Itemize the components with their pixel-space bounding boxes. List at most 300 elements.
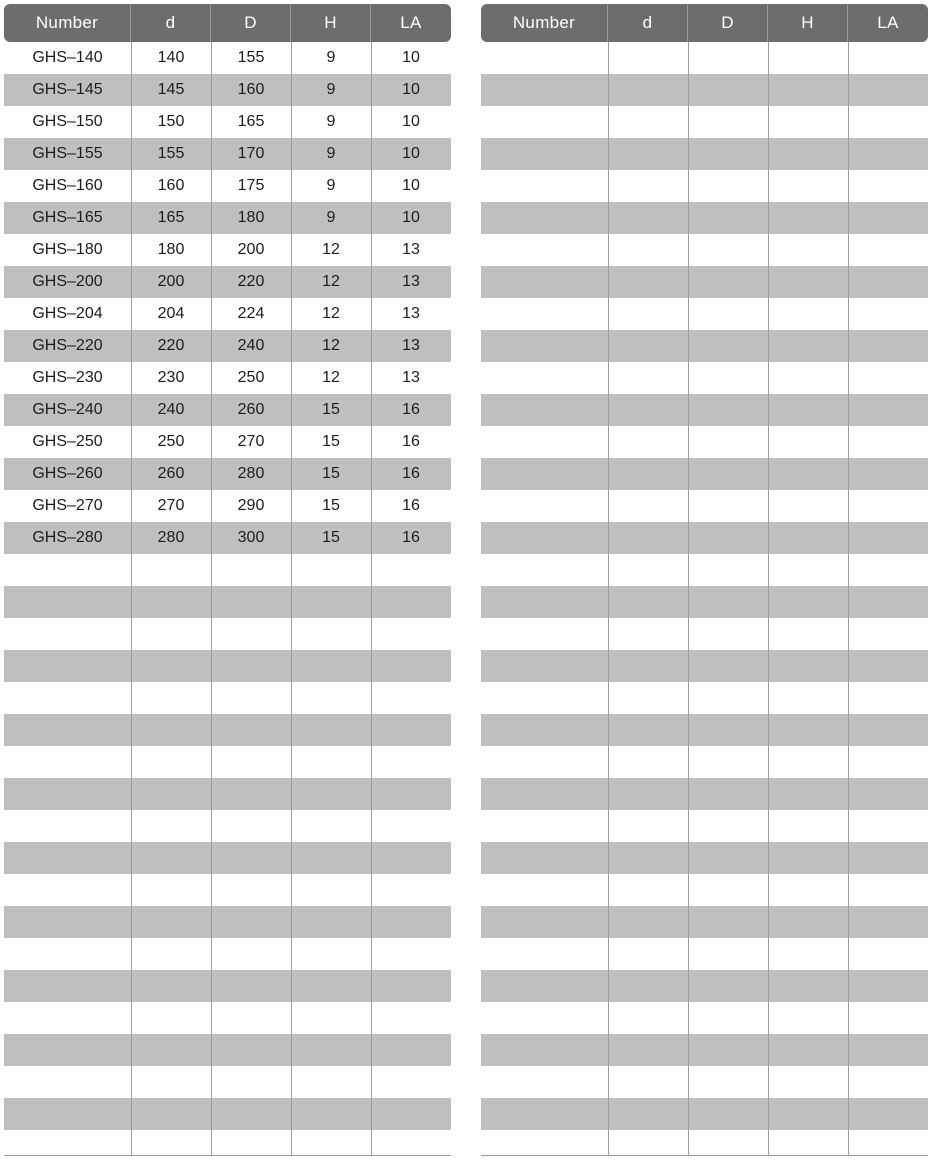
table-cell — [608, 874, 688, 906]
table-cell: 150 — [157, 113, 185, 130]
table-cell — [768, 746, 848, 778]
table-cell — [848, 746, 928, 778]
table-cell — [608, 618, 688, 650]
table-cell — [848, 522, 928, 554]
table-cell — [291, 906, 371, 938]
table-cell: 15 — [322, 433, 340, 450]
table-cell — [371, 1066, 451, 1098]
table-cell — [688, 554, 768, 586]
table-cell — [4, 586, 131, 618]
table-cell — [131, 1002, 211, 1034]
table-row — [4, 74, 451, 106]
table-cell — [848, 554, 928, 586]
table-cell — [768, 1034, 848, 1066]
table-cell — [4, 810, 131, 842]
table-cell: 155 — [157, 145, 185, 162]
table-cell: 10 — [402, 81, 420, 98]
table-cell — [608, 1098, 688, 1130]
empty-table-row — [481, 106, 928, 138]
table-cell — [688, 1098, 768, 1130]
table-cell: 220 — [157, 337, 185, 354]
header-number: Number — [481, 4, 608, 42]
empty-table-row — [481, 842, 928, 874]
table-body — [481, 42, 928, 1156]
empty-table-row — [4, 810, 451, 842]
table-cell — [211, 650, 291, 682]
empty-table-row — [481, 1098, 928, 1130]
table-cell — [481, 586, 608, 618]
table-cell: 12 — [322, 337, 340, 354]
table-cell — [211, 682, 291, 714]
table-cell — [371, 874, 451, 906]
table-cell — [291, 554, 371, 586]
table-cell — [688, 138, 768, 170]
empty-table-row — [481, 618, 928, 650]
table-cell — [768, 138, 848, 170]
table-cell — [131, 842, 211, 874]
table-cell — [291, 586, 371, 618]
empty-table-row — [481, 74, 928, 106]
table-cell — [4, 714, 131, 746]
table-cell — [211, 938, 291, 970]
table-cell — [848, 778, 928, 810]
table-cell — [688, 650, 768, 682]
table-cell — [688, 1034, 768, 1066]
table-cell — [608, 106, 688, 138]
table-cell: 9 — [326, 113, 336, 130]
table-cell — [291, 650, 371, 682]
table-cell — [481, 714, 608, 746]
table-cell — [688, 970, 768, 1002]
table-cell — [211, 714, 291, 746]
empty-table-row — [4, 1098, 451, 1130]
table-cell: GHS–230 — [32, 369, 103, 386]
table-cell — [608, 906, 688, 938]
empty-table-row — [4, 778, 451, 810]
table-cell — [371, 1002, 451, 1034]
table-cell — [131, 682, 211, 714]
table-cell — [4, 842, 131, 874]
table-cell — [131, 970, 211, 1002]
table-cell: 270 — [237, 433, 265, 450]
table-cell — [131, 746, 211, 778]
header-number: Number — [4, 4, 131, 42]
table-cell — [291, 842, 371, 874]
table-cell — [688, 522, 768, 554]
table-cell — [688, 938, 768, 970]
table-cell — [481, 1130, 608, 1162]
table-cell — [211, 618, 291, 650]
table-cell — [768, 650, 848, 682]
table-cell — [131, 1130, 211, 1162]
table-cell — [848, 970, 928, 1002]
empty-table-row — [481, 810, 928, 842]
empty-table-row — [481, 1066, 928, 1098]
empty-table-row — [4, 1066, 451, 1098]
table-cell — [291, 618, 371, 650]
table-cell — [688, 490, 768, 522]
table-cell — [768, 938, 848, 970]
table-cell — [768, 202, 848, 234]
table-cell — [4, 778, 131, 810]
table-cell: 9 — [326, 145, 336, 162]
table-cell: 15 — [322, 497, 340, 514]
column-divider — [371, 42, 372, 1155]
column-divider — [848, 42, 849, 1155]
table-cell — [371, 1034, 451, 1066]
table-cell: 165 — [237, 113, 265, 130]
table-cell — [848, 682, 928, 714]
table-cell: 180 — [157, 241, 185, 258]
empty-table-row — [4, 618, 451, 650]
table-cell: 10 — [402, 49, 420, 66]
table-cell: GHS–280 — [32, 529, 103, 546]
table-cell — [688, 266, 768, 298]
table-cell — [211, 746, 291, 778]
table-cell — [371, 1098, 451, 1130]
table-cell: 300 — [237, 529, 265, 546]
table-cell — [768, 74, 848, 106]
table-cell — [848, 586, 928, 618]
table-cell — [848, 1066, 928, 1098]
table-cell — [371, 746, 451, 778]
table-cell — [481, 746, 608, 778]
table-cell: 15 — [322, 529, 340, 546]
empty-table-row — [481, 746, 928, 778]
table-cell: 15 — [322, 401, 340, 418]
empty-table-row — [481, 682, 928, 714]
table-cell — [211, 906, 291, 938]
table-cell — [688, 202, 768, 234]
table-cell: 12 — [322, 241, 340, 258]
table-cell — [848, 1130, 928, 1162]
empty-table-row — [481, 490, 928, 522]
table-cell — [608, 394, 688, 426]
table-cell — [608, 202, 688, 234]
table-cell — [848, 490, 928, 522]
empty-table-row — [481, 330, 928, 362]
table-cell: 204 — [157, 305, 185, 322]
table-cell — [768, 490, 848, 522]
table-cell — [211, 1002, 291, 1034]
table-cell — [608, 714, 688, 746]
table-cell — [848, 874, 928, 906]
table-cell — [131, 1066, 211, 1098]
table-cell — [4, 938, 131, 970]
table-cell: 270 — [157, 497, 185, 514]
table-cell: 13 — [402, 241, 420, 258]
table-cell — [768, 170, 848, 202]
table-cell — [608, 362, 688, 394]
empty-table-row — [481, 458, 928, 490]
empty-table-row — [4, 1130, 451, 1162]
table-cell — [848, 1034, 928, 1066]
table-cell — [688, 234, 768, 266]
table-cell: 10 — [402, 113, 420, 130]
table-cell — [481, 490, 608, 522]
empty-table-row — [4, 586, 451, 618]
table-cell — [768, 970, 848, 1002]
table-cell — [371, 970, 451, 1002]
table-cell — [211, 1098, 291, 1130]
table-cell — [4, 906, 131, 938]
table-cell — [4, 554, 131, 586]
table-cell — [608, 586, 688, 618]
table-cell: GHS–165 — [32, 209, 103, 226]
table-cell — [608, 138, 688, 170]
table-cell — [768, 1098, 848, 1130]
table-cell — [481, 202, 608, 234]
spec-table-right — [481, 4, 928, 1155]
empty-table-row — [481, 42, 928, 74]
table-cell — [848, 266, 928, 298]
table-cell — [768, 842, 848, 874]
table-cell — [608, 778, 688, 810]
table-cell — [688, 330, 768, 362]
table-cell — [211, 1034, 291, 1066]
table-cell — [481, 458, 608, 490]
table-cell — [131, 714, 211, 746]
table-cell: 9 — [326, 49, 336, 66]
table-cell — [688, 1066, 768, 1098]
table-cell: GHS–180 — [32, 241, 103, 258]
table-cell — [768, 714, 848, 746]
spec-table-left — [4, 4, 451, 1155]
table-cell — [848, 298, 928, 330]
table-cell — [768, 298, 848, 330]
empty-table-row — [481, 554, 928, 586]
table-cell: 230 — [157, 369, 185, 386]
empty-table-row — [481, 426, 928, 458]
table-cell: 260 — [157, 465, 185, 482]
table-cell — [131, 650, 211, 682]
empty-table-row — [481, 202, 928, 234]
table-row — [4, 266, 451, 298]
table-cell — [688, 74, 768, 106]
table-row — [4, 298, 451, 330]
table-cell — [481, 266, 608, 298]
table-row — [4, 362, 451, 394]
table-cell — [768, 586, 848, 618]
table-cell — [688, 586, 768, 618]
table-cell — [291, 1002, 371, 1034]
empty-table-row — [481, 298, 928, 330]
table-cell — [4, 618, 131, 650]
table-cell — [848, 1098, 928, 1130]
table-cell: 12 — [322, 369, 340, 386]
table-cell — [4, 1098, 131, 1130]
table-cell — [481, 394, 608, 426]
table-cell — [4, 874, 131, 906]
table-cell: GHS–140 — [32, 49, 103, 66]
column-divider — [211, 42, 212, 1155]
table-cell — [481, 554, 608, 586]
empty-table-row — [481, 778, 928, 810]
empty-table-row — [481, 1002, 928, 1034]
table-cell — [848, 362, 928, 394]
table-cell — [848, 426, 928, 458]
table-cell — [688, 458, 768, 490]
table-cell: 16 — [402, 401, 420, 418]
header-d: d — [608, 4, 688, 42]
table-cell — [848, 330, 928, 362]
table-cell: GHS–200 — [32, 273, 103, 290]
table-cell — [481, 938, 608, 970]
table-cell — [291, 1098, 371, 1130]
table-cell — [768, 1130, 848, 1162]
table-cell — [481, 1034, 608, 1066]
header-H: H — [291, 4, 371, 42]
table-cell — [481, 906, 608, 938]
table-cell — [481, 170, 608, 202]
empty-table-row — [481, 970, 928, 1002]
table-cell — [768, 554, 848, 586]
empty-table-row — [481, 522, 928, 554]
table-row — [4, 170, 451, 202]
table-cell — [481, 106, 608, 138]
table-cell — [481, 234, 608, 266]
table-cell — [481, 970, 608, 1002]
table-cell — [291, 1066, 371, 1098]
table-cell: 250 — [237, 369, 265, 386]
table-row — [4, 42, 451, 74]
empty-table-row — [481, 266, 928, 298]
table-cell — [371, 778, 451, 810]
table-cell — [371, 938, 451, 970]
table-cell — [291, 810, 371, 842]
table-cell — [481, 1066, 608, 1098]
table-cell: 240 — [237, 337, 265, 354]
table-cell — [131, 1034, 211, 1066]
empty-table-row — [481, 1034, 928, 1066]
column-divider — [688, 42, 689, 1155]
table-cell — [4, 1034, 131, 1066]
table-cell: 145 — [157, 81, 185, 98]
table-cell: 13 — [402, 337, 420, 354]
table-cell: 13 — [402, 369, 420, 386]
table-cell — [608, 970, 688, 1002]
table-cell — [768, 266, 848, 298]
table-cell: 200 — [157, 273, 185, 290]
column-divider — [291, 42, 292, 1155]
table-cell — [608, 170, 688, 202]
table-cell: GHS–155 — [32, 145, 103, 162]
table-cell: 10 — [402, 177, 420, 194]
table-cell — [211, 874, 291, 906]
empty-table-row — [4, 714, 451, 746]
table-cell — [768, 42, 848, 74]
table-cell — [4, 1130, 131, 1162]
table-cell — [291, 1034, 371, 1066]
table-cell — [608, 650, 688, 682]
table-cell: GHS–250 — [32, 433, 103, 450]
table-cell: 160 — [157, 177, 185, 194]
table-cell — [481, 362, 608, 394]
table-cell — [371, 650, 451, 682]
table-header — [4, 4, 451, 42]
empty-table-row — [481, 1130, 928, 1162]
table-cell — [608, 1002, 688, 1034]
table-cell — [688, 1002, 768, 1034]
table-cell — [131, 874, 211, 906]
table-cell — [371, 714, 451, 746]
table-cell — [608, 74, 688, 106]
table-cell — [768, 1002, 848, 1034]
table-cell — [848, 842, 928, 874]
table-cell — [4, 650, 131, 682]
empty-table-row — [4, 650, 451, 682]
table-cell — [211, 810, 291, 842]
table-cell — [211, 778, 291, 810]
table-cell — [688, 874, 768, 906]
header-D: D — [688, 4, 768, 42]
table-cell — [211, 1066, 291, 1098]
table-cell — [768, 522, 848, 554]
table-cell — [608, 298, 688, 330]
table-cell — [608, 1034, 688, 1066]
table-cell — [608, 42, 688, 74]
table-cell — [481, 298, 608, 330]
table-cell — [848, 234, 928, 266]
table-cell: 290 — [237, 497, 265, 514]
table-cell — [608, 1130, 688, 1162]
empty-table-row — [4, 842, 451, 874]
table-cell — [211, 1130, 291, 1162]
table-cell: 140 — [157, 49, 185, 66]
table-cell — [768, 874, 848, 906]
table-cell — [211, 842, 291, 874]
table-cell — [131, 618, 211, 650]
empty-table-row — [481, 906, 928, 938]
table-row — [4, 234, 451, 266]
table-cell — [768, 458, 848, 490]
table-cell — [131, 906, 211, 938]
table-cell — [291, 682, 371, 714]
table-cell: 15 — [322, 465, 340, 482]
table-cell — [688, 362, 768, 394]
table-cell — [608, 330, 688, 362]
table-cell — [848, 106, 928, 138]
table-cell: 16 — [402, 465, 420, 482]
table-row — [4, 522, 451, 554]
table-cell — [848, 202, 928, 234]
table-cell — [291, 778, 371, 810]
empty-table-row — [481, 138, 928, 170]
table-cell: GHS–160 — [32, 177, 103, 194]
table-cell — [608, 746, 688, 778]
table-cell — [608, 554, 688, 586]
table-cell: GHS–260 — [32, 465, 103, 482]
table-cell — [848, 618, 928, 650]
empty-table-row — [4, 938, 451, 970]
table-cell — [371, 618, 451, 650]
header-H: H — [768, 4, 848, 42]
table-cell — [481, 682, 608, 714]
empty-table-row — [481, 938, 928, 970]
table-cell — [848, 394, 928, 426]
table-cell — [608, 810, 688, 842]
table-cell — [371, 682, 451, 714]
table-cell: 160 — [237, 81, 265, 98]
empty-table-row — [4, 746, 451, 778]
table-cell — [768, 682, 848, 714]
table-cell: 10 — [402, 145, 420, 162]
table-cell — [481, 1098, 608, 1130]
table-cell: 200 — [237, 241, 265, 258]
empty-table-row — [481, 394, 928, 426]
table-cell: 180 — [237, 209, 265, 226]
table-cell — [371, 810, 451, 842]
